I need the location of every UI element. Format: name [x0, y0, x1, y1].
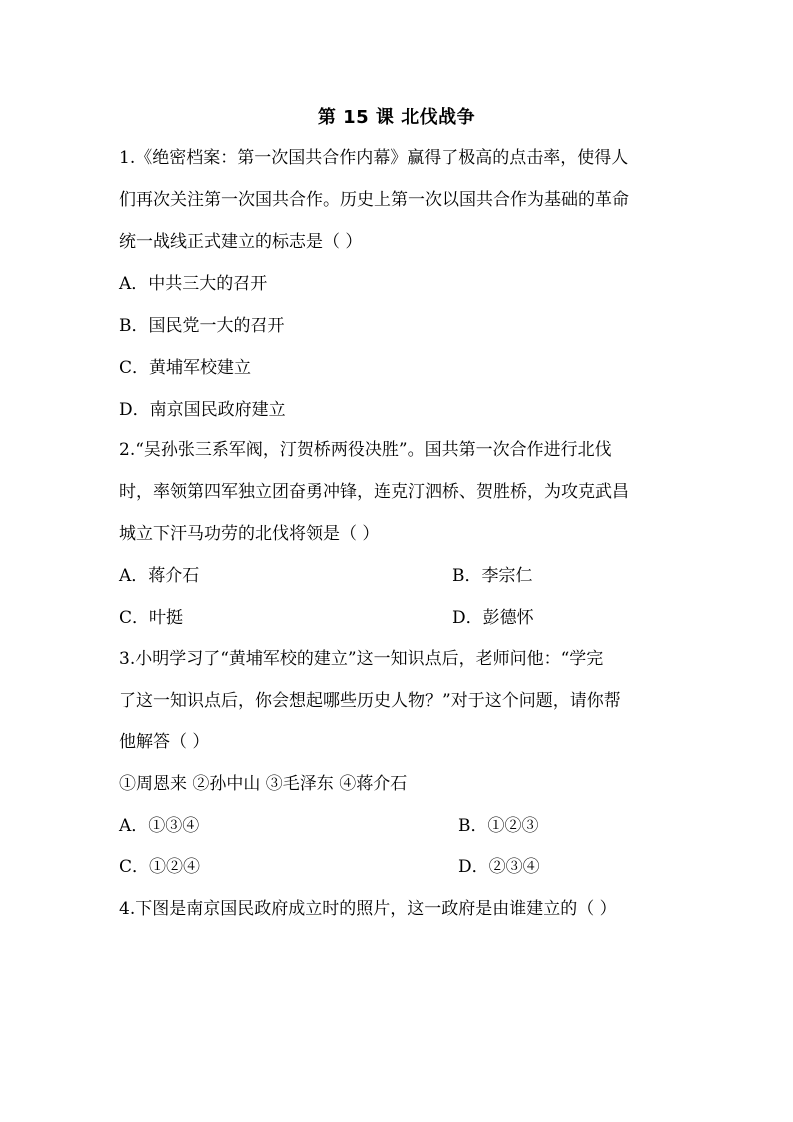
q1-stem-line-2: 们再次关注第一次国共合作。历史上第一次以国共合作为基础的革命: [119, 190, 629, 210]
q3-choices-line: ①周恩来 ②孙中山 ③毛泽东 ④蒋介石: [119, 774, 408, 794]
q4-stem-line-1: 4.下图是南京国民政府成立时的照片，这一政府是由谁建立的（ ）: [119, 899, 617, 919]
q2-stem-line-2: 时，率领第四军独立团奋勇冲锋，连克汀泗桥、贺胜桥，为攻克武昌: [119, 482, 629, 502]
q2-stem-line-3: 城立下汗马功劳的北伐将领是（ ）: [119, 524, 380, 544]
q2-option-c: C．叶挺: [119, 608, 184, 628]
q2-option-b: B．李宗仁: [452, 566, 533, 586]
q1-stem-line-1: 1.《绝密档案：第一次国共合作内幕》赢得了极高的点击率，使得人: [119, 148, 629, 168]
q1-option-b: B．国民党一大的召开: [119, 316, 285, 336]
q3-option-b: B．①②③: [458, 816, 539, 836]
q1-option-a: A．中共三大的召开: [119, 274, 268, 294]
q1-stem-line-3: 统一战线正式建立的标志是（ ）: [119, 232, 363, 252]
q3-stem-line-3: 他解答（ ）: [119, 732, 210, 752]
q3-option-c: C．①②④: [119, 857, 201, 877]
q1-option-c: C．黄埔军校建立: [119, 358, 252, 378]
q3-stem-line-2: 了这一知识点后，你会想起哪些历史人物？”对于这个问题，请你帮: [119, 691, 621, 711]
q2-option-a: A．蒋介石: [119, 566, 200, 586]
q1-option-d: D．南京国民政府建立: [119, 400, 286, 420]
q3-stem-line-1: 3.小明学习了“黄埔军校的建立”这一知识点后，老师问他：“学完: [119, 649, 604, 669]
q3-option-d: D．②③④: [458, 857, 540, 877]
q3-option-a: A．①③④: [119, 816, 200, 836]
q2-option-d: D．彭德怀: [452, 608, 534, 628]
lesson-title: 第 15 课 北伐战争: [317, 107, 476, 128]
q2-stem-line-1: 2.“吴孙张三系军阀，汀贺桥两役决胜”。国共第一次合作进行北伐: [119, 440, 612, 460]
